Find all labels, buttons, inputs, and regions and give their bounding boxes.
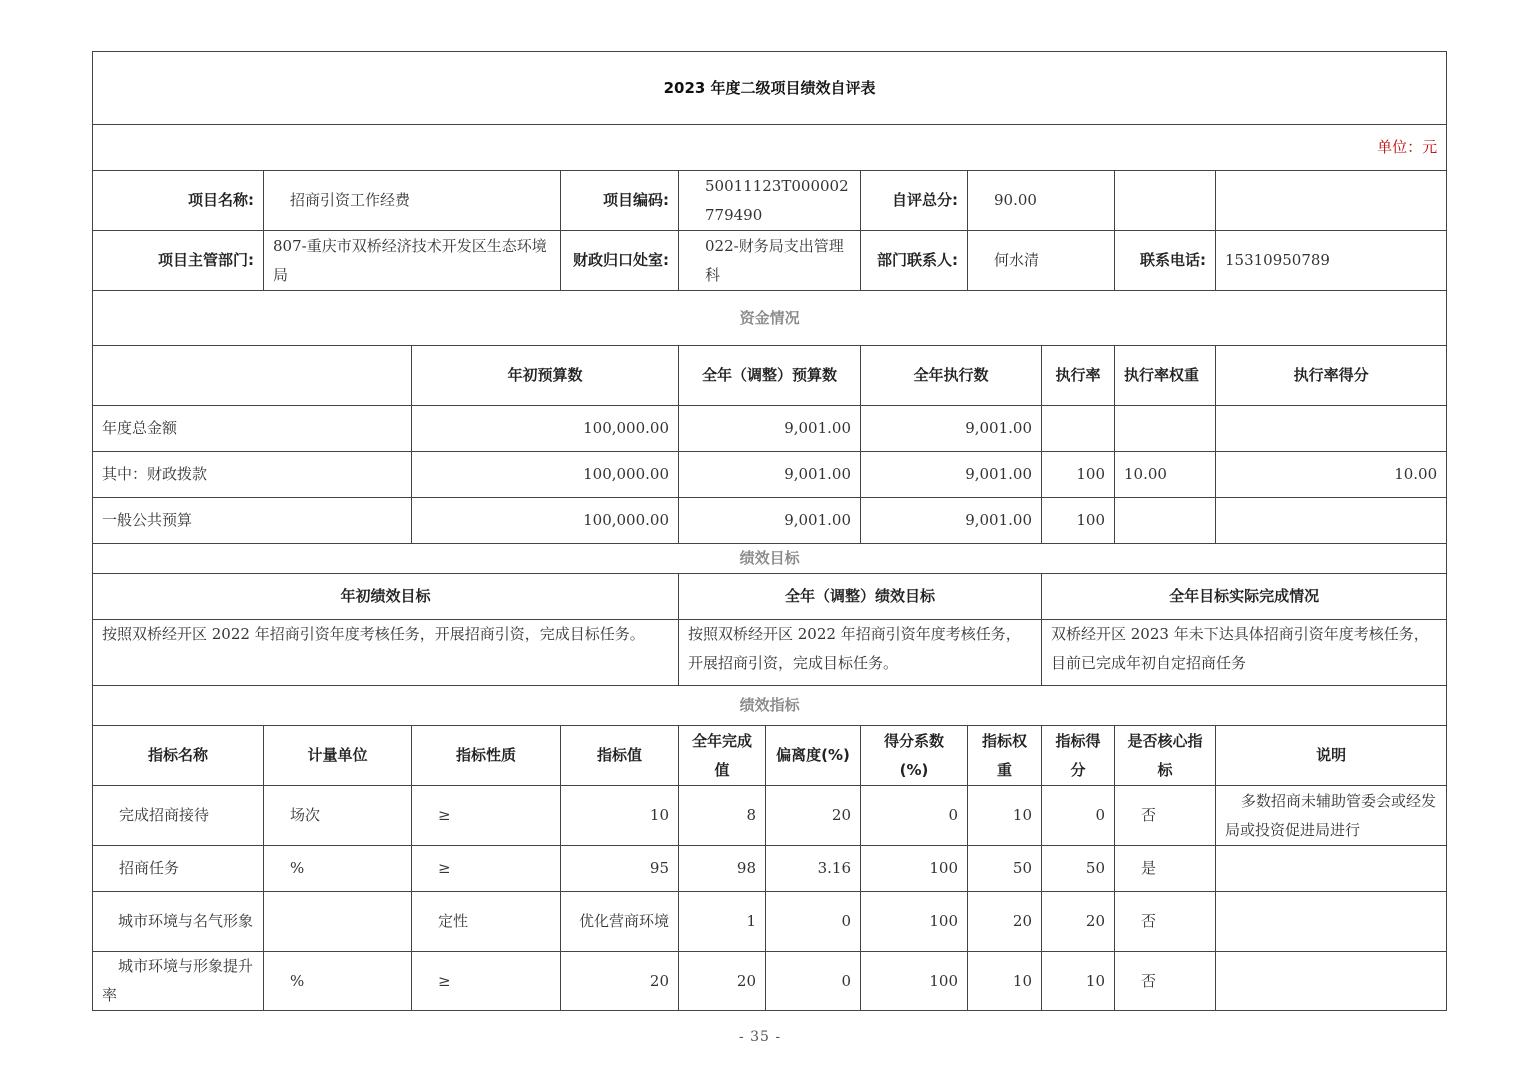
funds-section-title: 资金情况 xyxy=(93,291,1447,346)
funds-header-score: 执行率得分 xyxy=(1216,346,1447,406)
goal-actual-text: 双桥经开区 2023 年未下达具体招商引资年度考核任务，目前已完成年初自定招商任务 xyxy=(1042,620,1447,686)
ind-score: 10 xyxy=(1042,952,1115,1011)
ind-name: 城市环境与形象提升率 xyxy=(93,952,264,1011)
ind-note xyxy=(1216,952,1447,1011)
ind-weight: 50 xyxy=(968,846,1042,892)
funds-executed: 9,001.00 xyxy=(861,406,1042,452)
ind-nature: ≥ xyxy=(412,952,561,1011)
phone-label: 联系电话: xyxy=(1115,231,1216,291)
table-row xyxy=(93,892,1447,952)
funds-score xyxy=(1216,406,1447,452)
ind-core: 是 xyxy=(1115,846,1216,892)
funds-adjusted: 9,001.00 xyxy=(679,406,861,452)
funds-score xyxy=(1216,498,1447,544)
project-code: 50011123T000002779490 xyxy=(679,171,861,231)
funds-executed: 9,001.00 xyxy=(861,498,1042,544)
ind-actual: 1 xyxy=(679,892,766,952)
ind-deviation: 0 xyxy=(766,952,861,1011)
contact-label: 部门联系人: xyxy=(861,231,968,291)
ind-coef: 0 xyxy=(861,786,968,846)
funds-row-name: 其中：财政拨款 xyxy=(93,452,412,498)
ind-target: 20 xyxy=(561,952,679,1011)
funds-header-adjusted: 全年（调整）预算数 xyxy=(679,346,861,406)
table-row xyxy=(93,952,1447,1011)
ind-weight: 10 xyxy=(968,786,1042,846)
table-row xyxy=(93,452,1447,498)
ind-unit: 场次 xyxy=(264,786,412,846)
page-number: - 35 - xyxy=(738,1029,782,1045)
ind-header-target: 指标值 xyxy=(561,726,679,786)
ind-actual: 20 xyxy=(679,952,766,1011)
ind-target: 优化营商环境 xyxy=(561,892,679,952)
funds-weight xyxy=(1115,498,1216,544)
funds-adjusted: 9,001.00 xyxy=(679,498,861,544)
project-name: 招商引资工作经费 xyxy=(264,171,561,231)
ind-core: 否 xyxy=(1115,952,1216,1011)
ind-deviation: 0 xyxy=(766,892,861,952)
ind-core: 否 xyxy=(1115,892,1216,952)
ind-header-core: 是否核心指标 xyxy=(1115,726,1216,786)
funds-weight xyxy=(1115,406,1216,452)
unit-label: 单位：元 xyxy=(93,125,1447,171)
project-name-label: 项目名称: xyxy=(93,171,264,231)
table-row xyxy=(93,498,1447,544)
ind-core: 否 xyxy=(1115,786,1216,846)
goals-header-initial: 年初绩效目标 xyxy=(93,574,679,620)
funds-header-weight: 执行率权重 xyxy=(1115,346,1216,406)
goals-header-actual: 全年目标实际完成情况 xyxy=(1042,574,1447,620)
funds-header-executed: 全年执行数 xyxy=(861,346,1042,406)
table-row xyxy=(93,406,1447,452)
phone-value: 15310950789 xyxy=(1216,231,1447,291)
funds-rate xyxy=(1042,406,1115,452)
funds-score: 10.00 xyxy=(1216,452,1447,498)
ind-header-note: 说明 xyxy=(1216,726,1447,786)
ind-score: 50 xyxy=(1042,846,1115,892)
ind-unit: % xyxy=(264,846,412,892)
finance-office-label: 财政归口处室: xyxy=(561,231,679,291)
ind-target: 10 xyxy=(561,786,679,846)
ind-header-coef: 得分系数(%) xyxy=(861,726,968,786)
ind-coef: 100 xyxy=(861,952,968,1011)
ind-unit xyxy=(264,892,412,952)
funds-row-name: 一般公共预算 xyxy=(93,498,412,544)
funds-row-name: 年度总金额 xyxy=(93,406,412,452)
funds-header-initial: 年初预算数 xyxy=(412,346,679,406)
ind-nature: 定性 xyxy=(412,892,561,952)
finance-office-value: 022-财务局支出管理科 xyxy=(679,231,861,291)
ind-coef: 100 xyxy=(861,846,968,892)
dept-label: 项目主管部门: xyxy=(93,231,264,291)
goals-header-adjusted: 全年（调整）绩效目标 xyxy=(679,574,1042,620)
goals-section-title: 绩效目标 xyxy=(93,544,1447,574)
ind-deviation: 20 xyxy=(766,786,861,846)
contact-value: 何水清 xyxy=(968,231,1115,291)
ind-target: 95 xyxy=(561,846,679,892)
funds-initial: 100,000.00 xyxy=(412,406,679,452)
ind-actual: 98 xyxy=(679,846,766,892)
ind-header-nature: 指标性质 xyxy=(412,726,561,786)
ind-unit: % xyxy=(264,952,412,1011)
ind-actual: 8 xyxy=(679,786,766,846)
performance-table xyxy=(92,51,1447,1011)
funds-executed: 9,001.00 xyxy=(861,452,1042,498)
empty-cell xyxy=(1216,171,1447,231)
funds-weight: 10.00 xyxy=(1115,452,1216,498)
ind-score: 20 xyxy=(1042,892,1115,952)
goal-adjusted-text: 按照双桥经开区 2022 年招商引资年度考核任务，开展招商引资，完成目标任务。 xyxy=(679,620,1042,686)
funds-rate: 100 xyxy=(1042,498,1115,544)
empty-cell xyxy=(1115,171,1216,231)
ind-header-actual: 全年完成值 xyxy=(679,726,766,786)
dept-value: 807-重庆市双桥经济技术开发区生态环境局 xyxy=(264,231,561,291)
ind-weight: 20 xyxy=(968,892,1042,952)
ind-note: 多数招商未辅助管委会或经发局或投资促进局进行 xyxy=(1216,786,1447,846)
indicators-section-title: 绩效指标 xyxy=(93,686,1447,726)
ind-nature: ≥ xyxy=(412,846,561,892)
ind-header-name: 指标名称 xyxy=(93,726,264,786)
ind-name: 招商任务 xyxy=(93,846,264,892)
ind-coef: 100 xyxy=(861,892,968,952)
table-row xyxy=(93,786,1447,846)
ind-note xyxy=(1216,892,1447,952)
ind-header-deviation: 偏离度(%) xyxy=(766,726,861,786)
self-score-label: 自评总分: xyxy=(861,171,968,231)
ind-note xyxy=(1216,846,1447,892)
ind-header-unit: 计量单位 xyxy=(264,726,412,786)
ind-score: 0 xyxy=(1042,786,1115,846)
funds-initial: 100,000.00 xyxy=(412,498,679,544)
self-score: 90.00 xyxy=(968,171,1115,231)
funds-header-blank xyxy=(93,346,412,406)
funds-initial: 100,000.00 xyxy=(412,452,679,498)
table-row xyxy=(93,846,1447,892)
ind-header-weight: 指标权重 xyxy=(968,726,1042,786)
ind-name: 完成招商接待 xyxy=(93,786,264,846)
project-code-label: 项目编码: xyxy=(561,171,679,231)
ind-header-score: 指标得分 xyxy=(1042,726,1115,786)
funds-header-rate: 执行率 xyxy=(1042,346,1115,406)
funds-rate: 100 xyxy=(1042,452,1115,498)
goal-initial-text: 按照双桥经开区 2022 年招商引资年度考核任务，开展招商引资，完成目标任务。 xyxy=(93,620,679,686)
ind-weight: 10 xyxy=(968,952,1042,1011)
page-title: 2023 年度二级项目绩效自评表 xyxy=(93,52,1447,125)
ind-deviation: 3.16 xyxy=(766,846,861,892)
ind-nature: ≥ xyxy=(412,786,561,846)
funds-adjusted: 9,001.00 xyxy=(679,452,861,498)
ind-name: 城市环境与名气形象 xyxy=(93,892,264,952)
